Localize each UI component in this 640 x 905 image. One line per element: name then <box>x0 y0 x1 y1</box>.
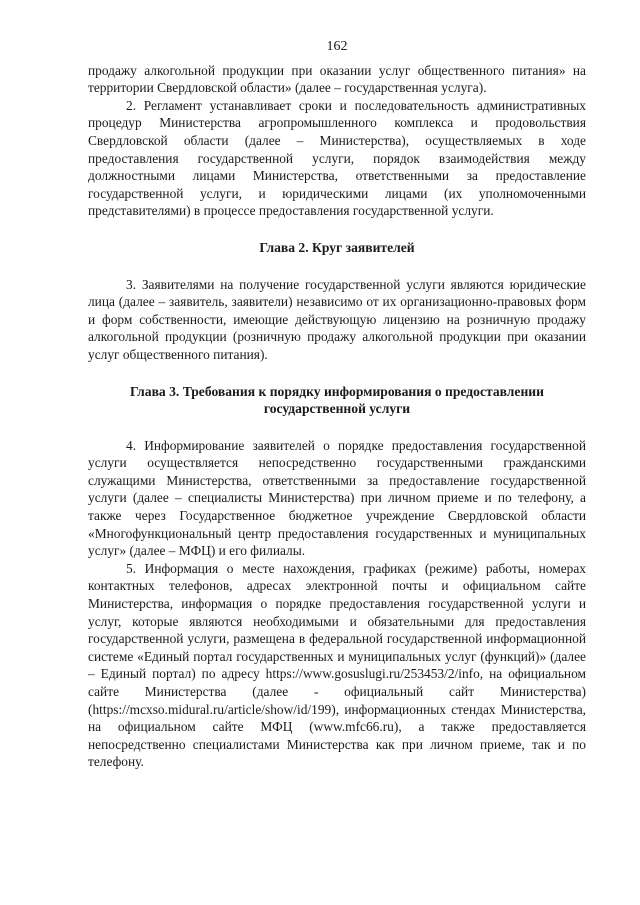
paragraph-3: 3. Заявителями на получение государственной услуги являются юридические лица (далее – заявитель, заявители) независимо от их организационно-правовых форм и форм собственности, имеющие действующую лицензию на розничную продажу алкогольной продукции (розничную продажу алкогольной продукции при оказании услуг общественного питания). <box>88 276 586 362</box>
chapter-3-title-line-1: Глава 3. Требования к порядку информирования о предоставлении <box>130 383 544 399</box>
page-number: 162 <box>326 39 348 54</box>
spacer <box>88 418 586 437</box>
chapter-2-title: Глава 2. Круг заявителей <box>259 239 415 255</box>
spacer <box>88 257 586 276</box>
document-page <box>88 38 586 771</box>
paragraph-5: 5. Информация о месте нахождения, графиках (режиме) работы, номерах контактных телефонов, адресах электронной почты и официальном сайте Министерства, информация о порядке предоставления государственной услуги и услуг, которые являются необходимыми и обязательными для предоставления государственной услуги, размещена в федеральной государственной информационной системе «Единый портал государственных и муниципальных услуг (функций)» (далее – Единый портал) по адресу https://www.gosuslugi.ru/253453/2/info, на официальном сайте Министерства (далее - официальный сайт Министерства) (https://mcxso.midural.ru/article/show/id/199), информационных стендах Министерства, на официальном сайте МФЦ (www.mfc66.ru), а также предоставляется непосредственно специалистами Министерства как при личном приеме, так и по телефону. <box>88 560 586 770</box>
chapter-3-title-line-2: государственной услуги <box>263 401 411 417</box>
paragraph-4: 4. Информирование заявителей о порядке предоставления государственной услуги осуществляется непосредственно государственными гражданскими служащими Министерства, ответственными за предоставление государственной услуги (далее – специалисты Министерства) при личном приеме и по телефону, а также через Государственное бюджетное учреждение Свердловской области «Многофункциональный центр предоставления государственных и муниципальных услуг» (далее – МФЦ) и его филиалы. <box>88 437 586 559</box>
paragraph-2: 2. Регламент устанавливает сроки и последовательность административных процедур Министерства агропромышленного комплекса и продовольствия Свердловской области (далее – Министерства), осуществляемых в ходе предоставления государственной услуги, порядок взаимодействия между должностными лицами Министерства, ответственными за предоставление государственной услуги, и юридическими лицами (их уполномоченными представителями) в процессе предоставления государственной услуги. <box>88 97 586 219</box>
paragraph-continuation: продажу алкогольной продукции при оказании услуг общественного питания» на территории Свердловской области» (далее – государственная услуга). <box>88 62 586 96</box>
spacer <box>88 220 586 239</box>
spacer <box>88 364 586 383</box>
